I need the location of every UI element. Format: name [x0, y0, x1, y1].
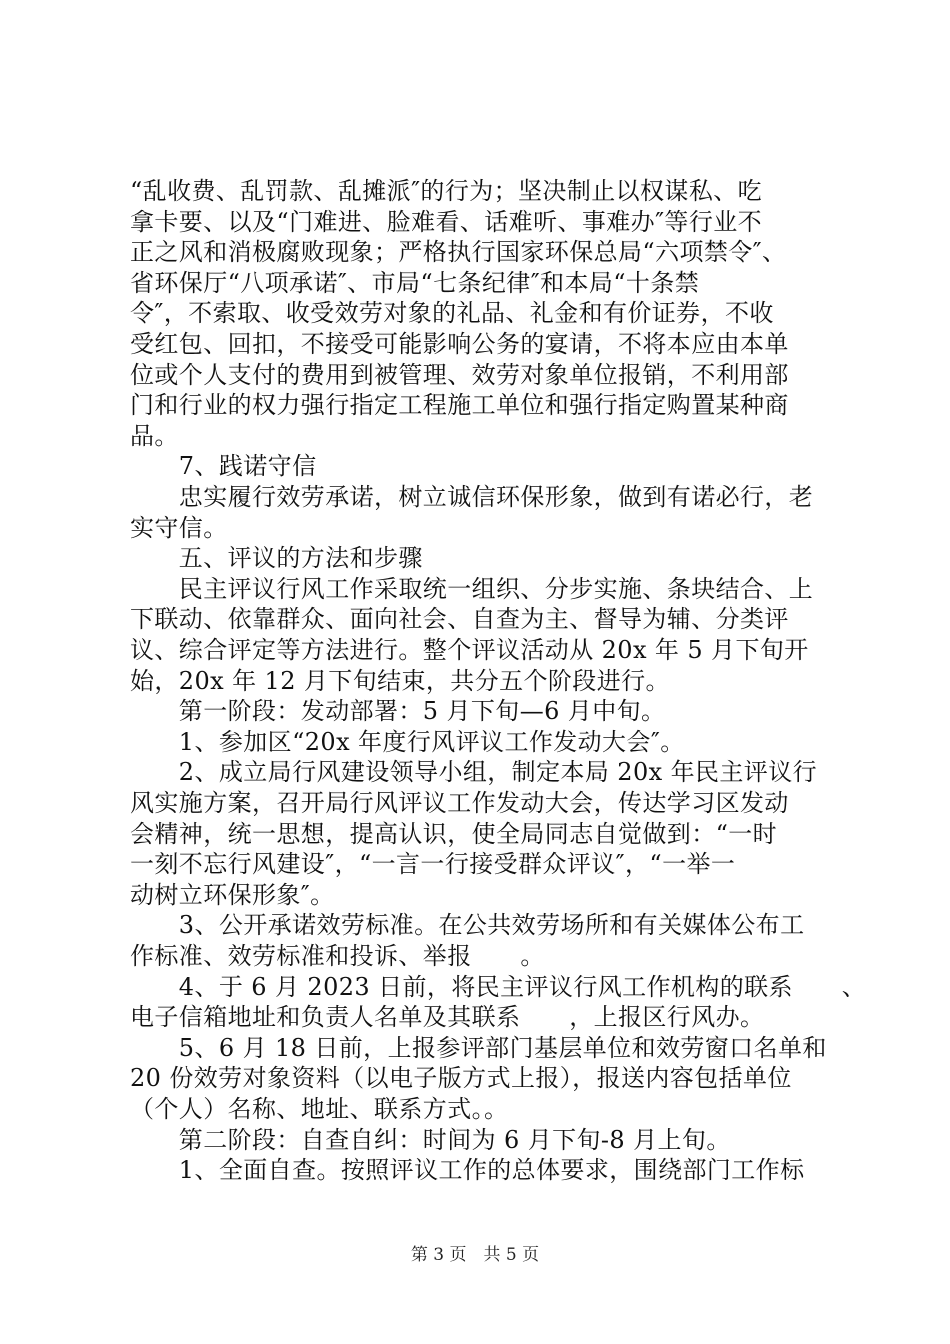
- body-line: 拿卡要、以及“门难进、脸难看、话难听、事难办″等行业不: [130, 207, 763, 236]
- body-line: 4、于 6 月 2023 日前，将民主评议行风工作机构的联系 、: [130, 972, 867, 1001]
- body-line: 第一阶段：发动部署：5 月下旬—6 月中旬。: [130, 697, 666, 726]
- body-line: 7、践诺守信: [130, 452, 317, 481]
- body-line: “乱收费、乱罚款、乱摊派″的行为；坚决制止以权谋私、吃: [130, 177, 763, 205]
- body-line: 忠实履行效劳承诺，树立诚信环保形象，做到有诺必行，老: [130, 483, 814, 511]
- body-line: 一刻不忘行风建设″，“一言一行接受群众评议″，“一举一: [130, 850, 736, 879]
- body-line: 20 份效劳对象资料（以电子版方式上报），报送内容包括单位: [130, 1064, 792, 1093]
- body-line: 动树立环保形象″。: [130, 880, 335, 909]
- body-line: 会精神，统一思想，提高认识，使全局同志自觉做到：“一时: [130, 819, 778, 848]
- body-line: 1、参加区“20x 年度行风评议工作发动大会″。: [130, 727, 685, 756]
- body-line: （个人）名称、地址、联系方式。。: [130, 1095, 509, 1123]
- body-line: 始，20x 年 12 月下旬结束，共分五个阶段进行。: [130, 666, 670, 695]
- body-line: 下联动、依靠群众、面向社会、自查为主、督导为辅、分类评: [130, 605, 789, 634]
- body-line: 电子信箱地址和负责人名单及其联系 ，上报区行风办。: [130, 1003, 765, 1032]
- body-line: 风实施方案，召开局行风评议工作发动大会，传达学习区发动: [130, 789, 789, 817]
- body-line: 正之风和消极腐败现象；严格执行国家环保总局“六项禁令″、: [130, 238, 787, 267]
- body-line: 门和行业的权力强行指定工程施工单位和强行指定购置某种商: [130, 391, 789, 420]
- body-line: 2、成立局行风建设领导小组，制定本局 20x 年民主评议行: [130, 758, 817, 787]
- body-line: 议、综合评定等方法进行。整个评议活动从 20x 年 5 月下旬开: [130, 636, 809, 664]
- body-line: 受红包、回扣，不接受可能影响公务的宴请，不将本应由本单: [130, 330, 789, 358]
- page-footer: 第 3 页 共 5 页: [410, 1245, 540, 1265]
- body-line: 第二阶段：自查自纠：时间为 6 月下旬-8 月上旬。: [130, 1125, 731, 1154]
- body-line: 3、公开承诺效劳标准。在公共效劳场所和有关媒体公布工: [130, 911, 805, 940]
- body-line: 品。: [130, 421, 179, 450]
- body-line: 省环保厅“八项承诺″、市局“七条纪律″和本局“十条禁: [130, 268, 700, 297]
- body-line: 作标准、效劳标准和投诉、举报 。: [130, 942, 545, 970]
- body-line: 五、评议的方法和步骤: [130, 544, 423, 573]
- body-line: 5、6 月 18 日前，上报参评部门基层单位和效劳窗口名单和: [130, 1033, 827, 1062]
- body-line: 实守信。: [130, 513, 228, 542]
- body-line: 位或个人支付的费用到被管理、效劳对象单位报销，不利用部: [130, 360, 789, 389]
- body-line: 1、全面自查。按照评议工作的总体要求，围绕部门工作标: [130, 1156, 805, 1185]
- body-line: 民主评议行风工作采取统一组织、分步实施、条块结合、上: [130, 574, 814, 603]
- body-line: 令″，不索取、收受效劳对象的礼品、礼金和有价证券，不收: [130, 299, 774, 328]
